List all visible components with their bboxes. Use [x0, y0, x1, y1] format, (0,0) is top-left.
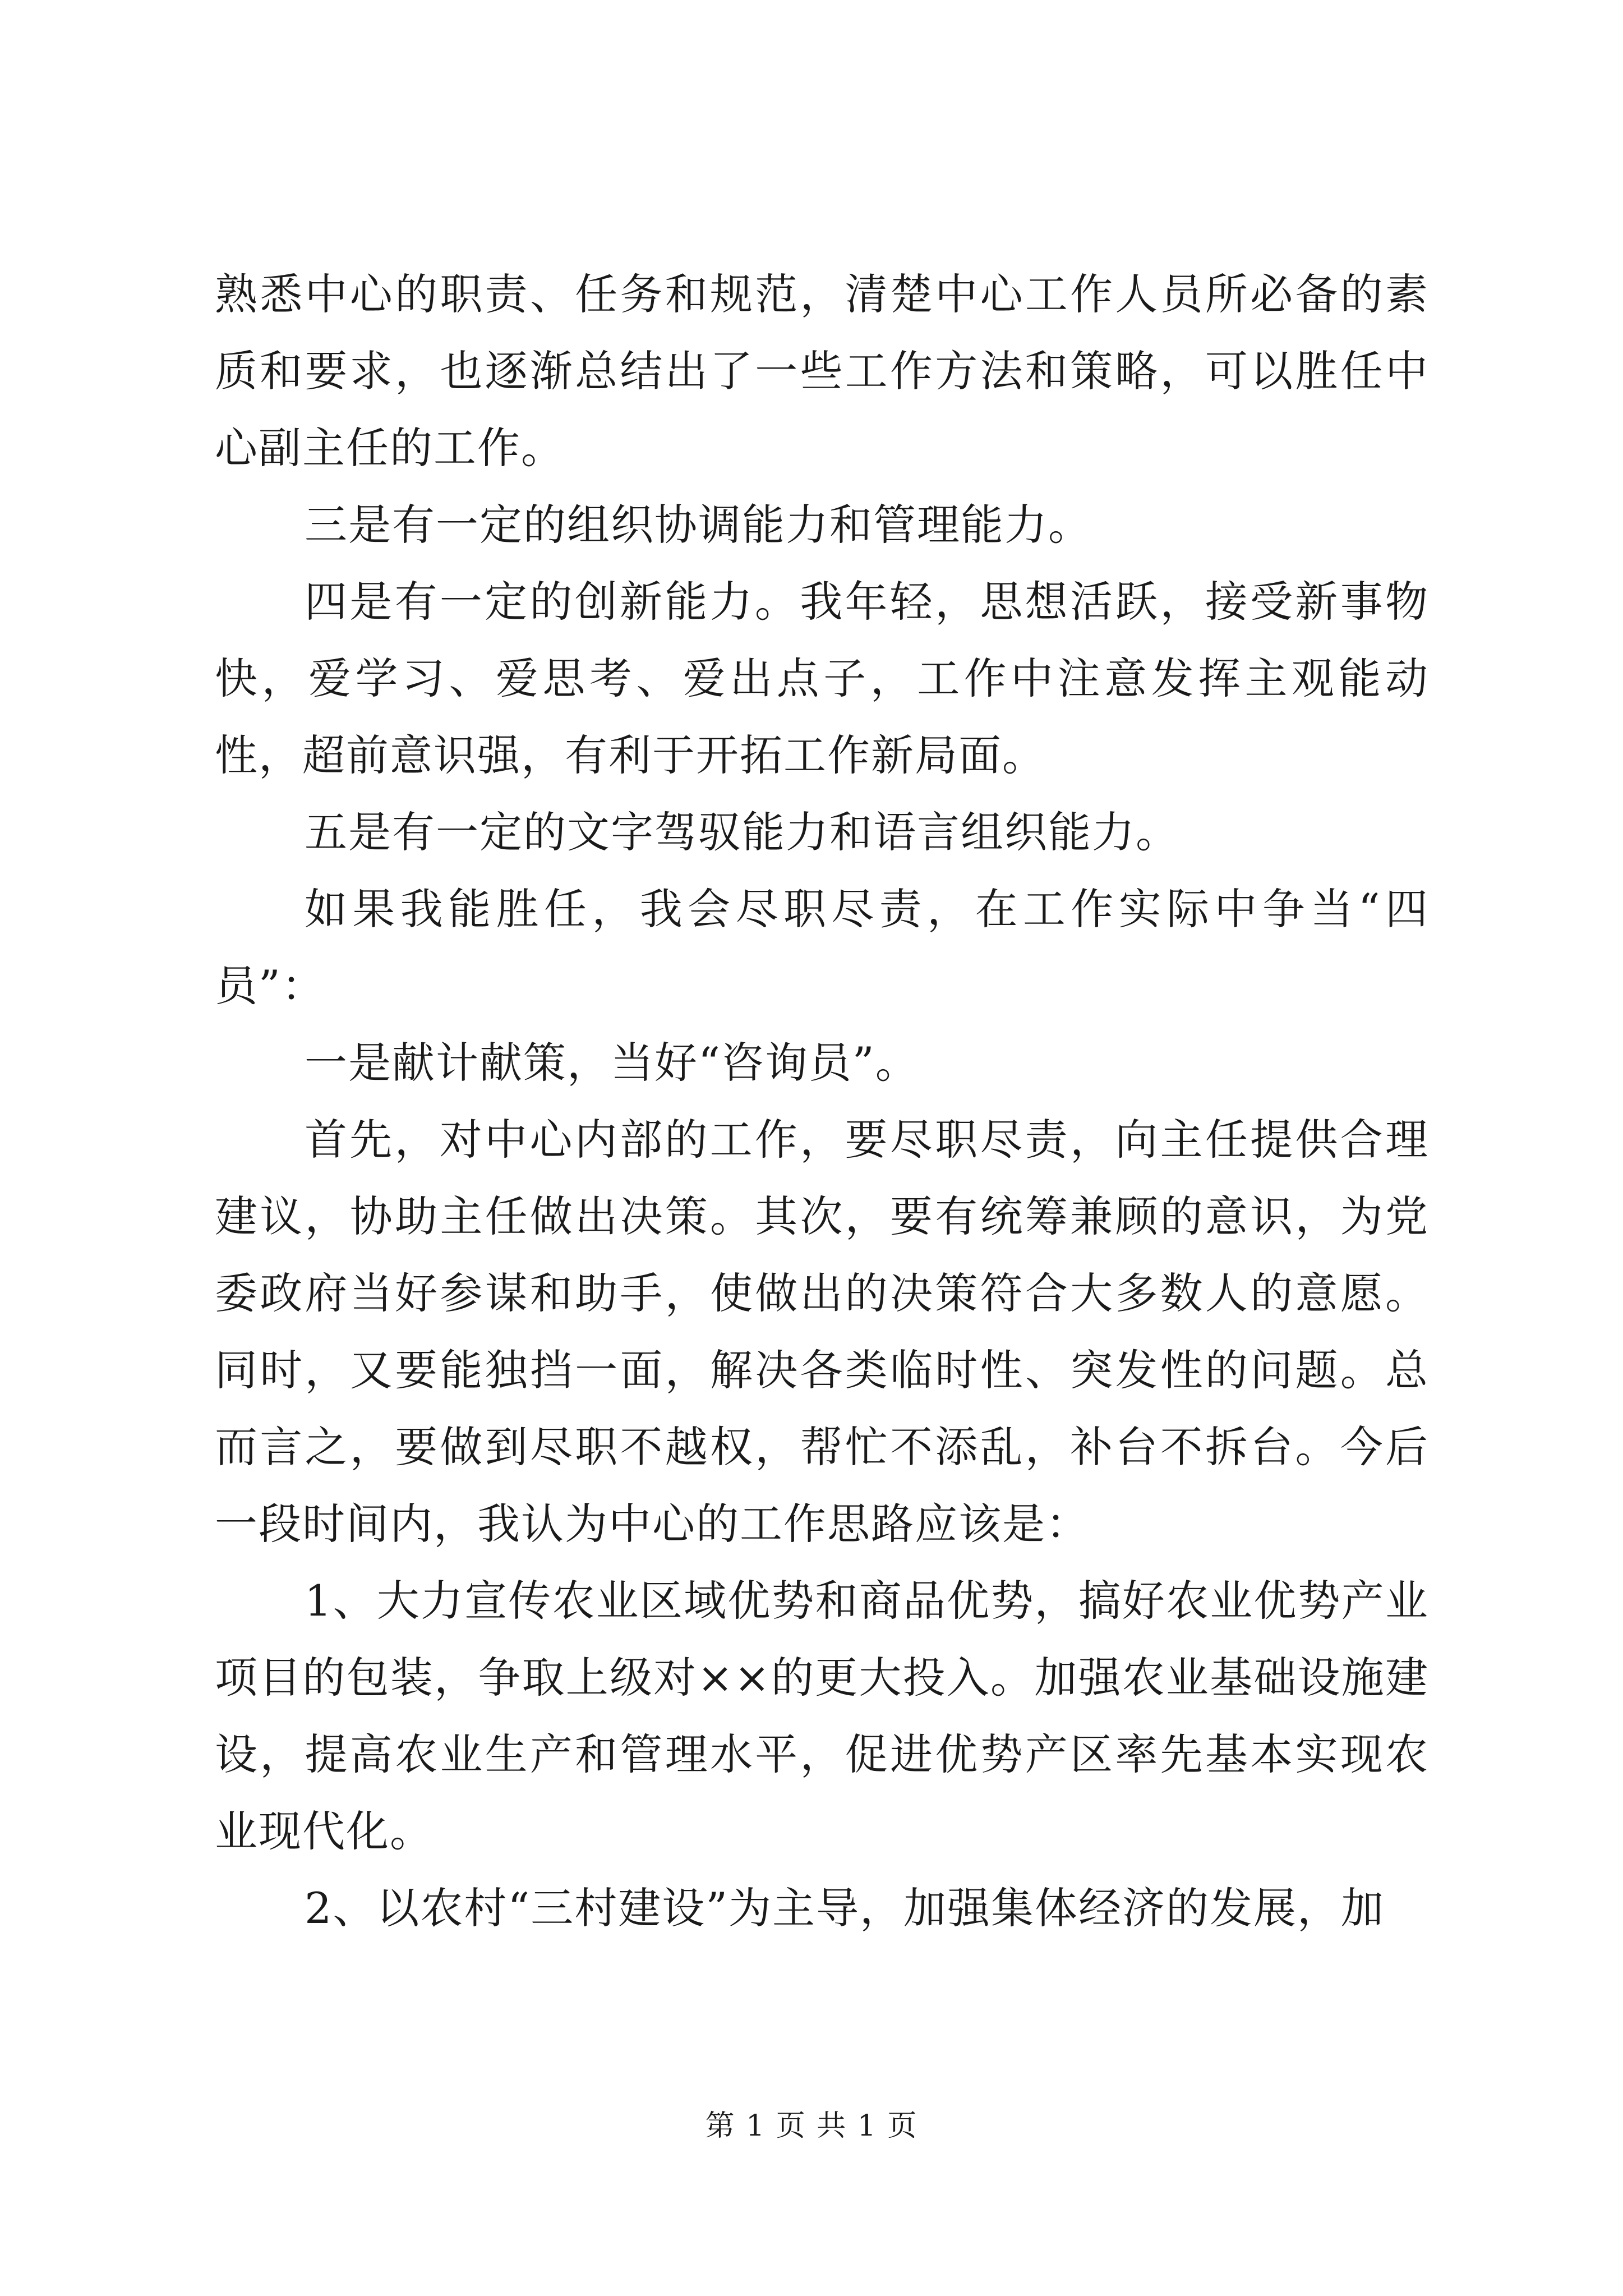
paragraph-7: 首先，对中心内部的工作，要尽职尽责，向主任提供合理建议，协助主任做出决策。其次，要有统筹兼顾的意识，为党委政府当好参谋和助手，使做出的决策符合大多数人的意愿。同时，又要能独挡一面，解决各类临时性、突发性的问题。总而言之，要做到尽职不越权，帮忙不添乱，补台不拆台。今后一段时间内，我认为中心的工作思路应该是： — [215, 1115, 1429, 1549]
paragraph-5: 如果我能胜任，我会尽职尽责，在工作实际中争当“四员”： — [215, 884, 1429, 1011]
paragraph-4: 五是有一定的文字驾驭能力和语言组织能力。 — [305, 807, 1179, 857]
paragraph-2: 三是有一定的组织协调能力和管理能力。 — [305, 500, 1092, 550]
page-number-footer: 第 1 页 共 1 页 — [705, 2109, 918, 2143]
paragraph-8: 1、大力宣传农业区域优势和商品优势，搞好农业优势产业项目的包装，争取上级对××的更大投入。加强农业基础设施建设，提高农业生产和管理水平，促进优势产区率先基本实现农业现代化。 — [215, 1576, 1429, 1856]
document-body — [215, 256, 1429, 1947]
paragraph-6: 一是献计献策，当好“咨询员”。 — [305, 1038, 919, 1088]
paragraph-1: 熟悉中心的职责、任务和规范，清楚中心工作人员所必备的素质和要求，也逐渐总结出了一些工作方法和策略，可以胜任中心副主任的工作。 — [215, 269, 1429, 473]
paragraph-3: 四是有一定的创新能力。我年轻，思想活跃，接受新事物快，爱学习、爱思考、爱出点子，工作中注意发挥主观能动性，超前意识强，有利于开拓工作新局面。 — [215, 577, 1429, 780]
paragraph-9: 2、以农村“三村建设”为主导，加强集体经济的发展，加 — [305, 1883, 1385, 1933]
